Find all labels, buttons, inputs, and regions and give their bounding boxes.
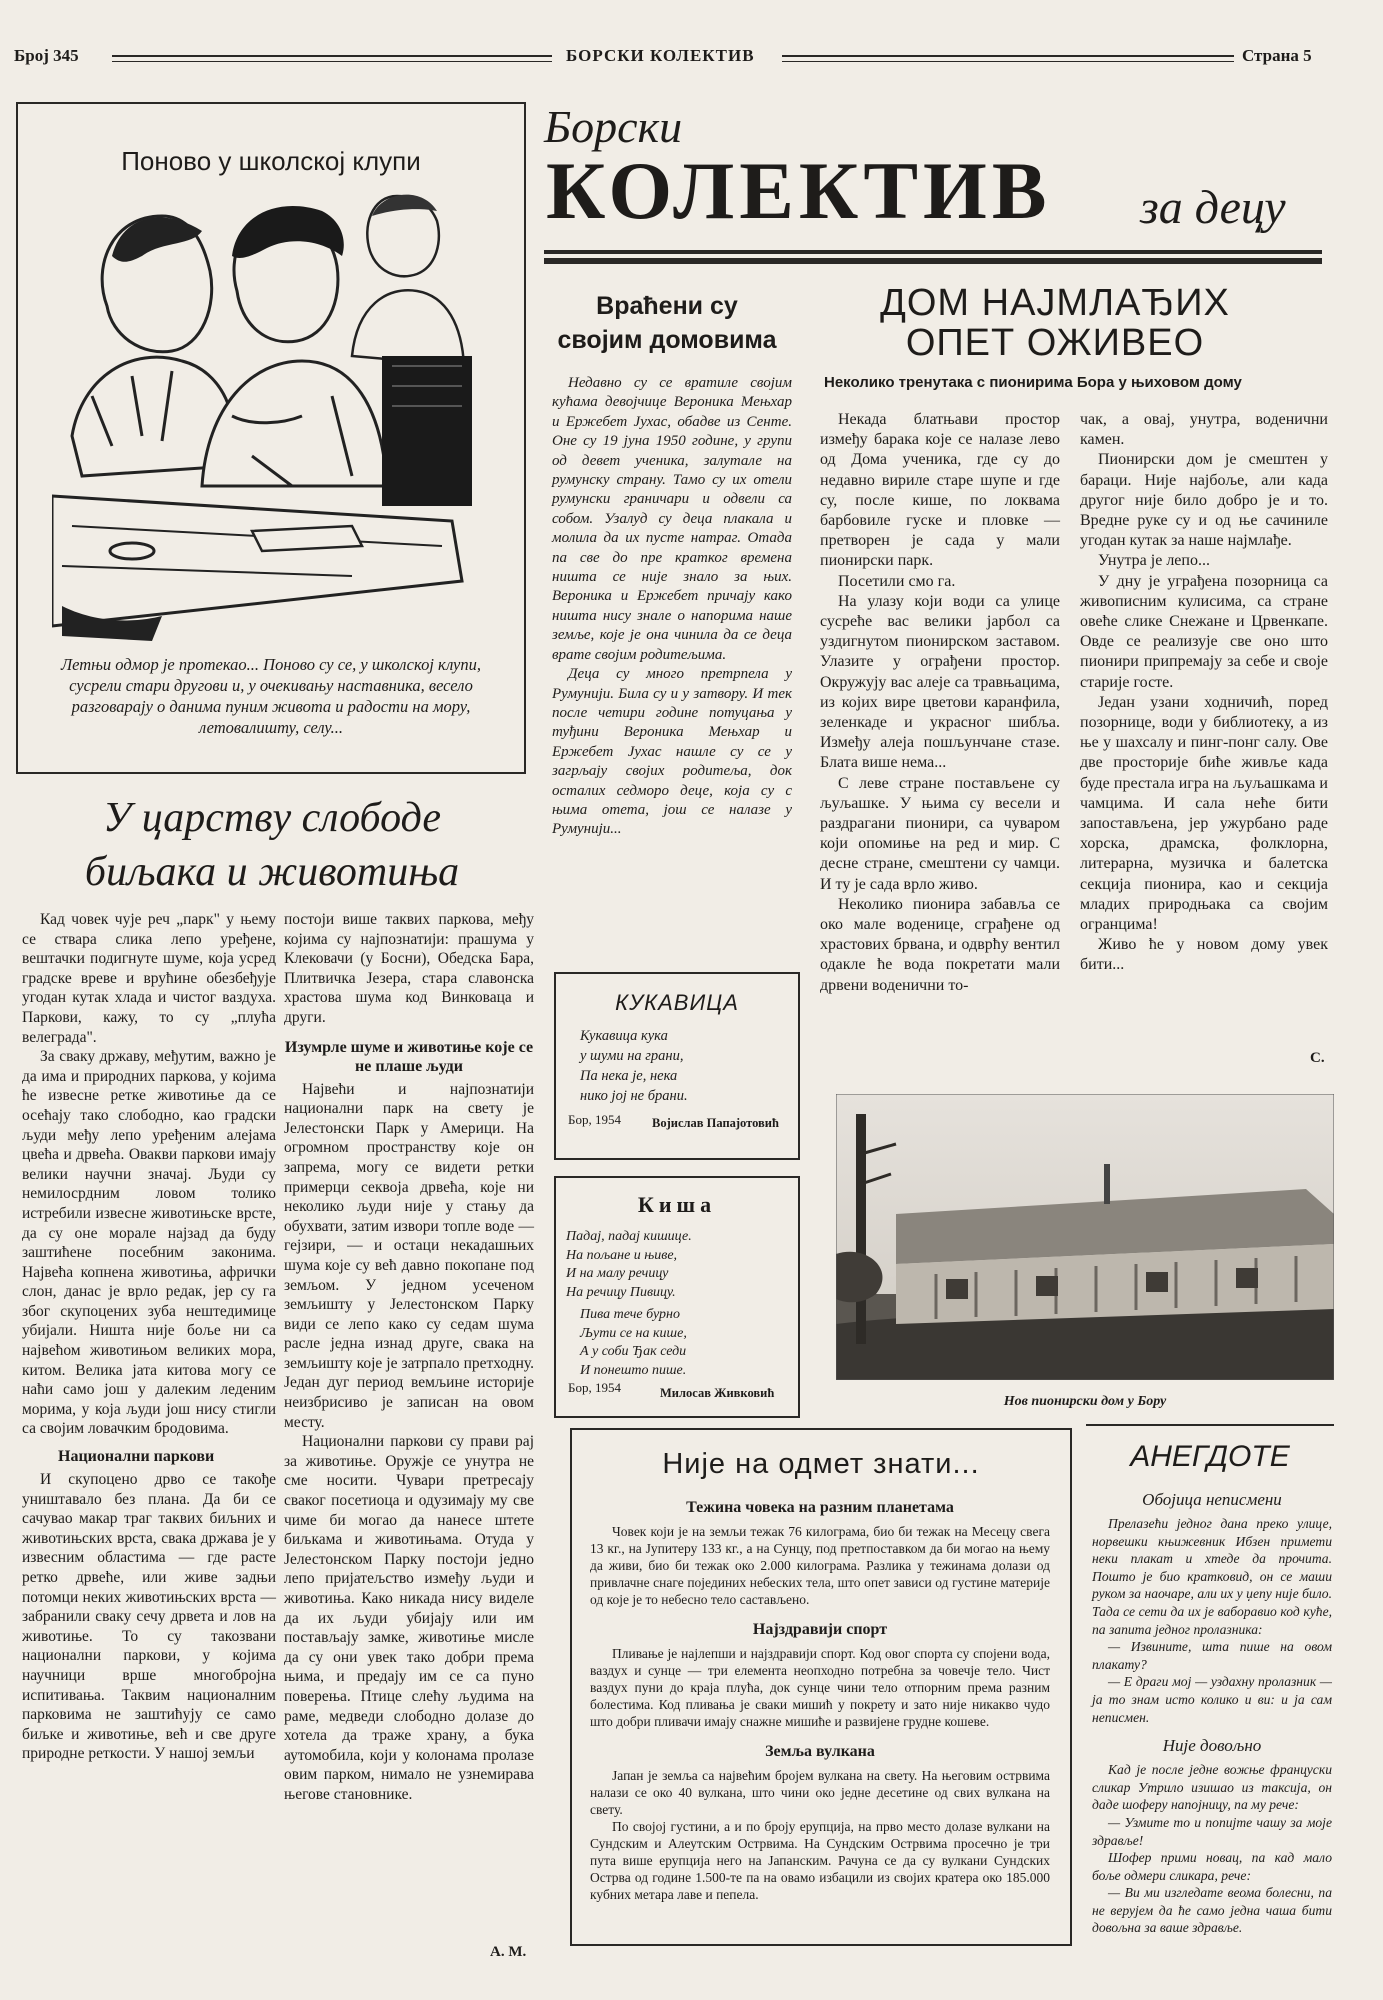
poem-kisa-author: Милосав Живковић [660,1386,775,1400]
dom-title-2: ОПЕТ ОЖИВЕО [905,322,1205,364]
anecdote-paragraph: — Ви ми изгледате веома болесни, па не верујем да ће само једна чаша бити довољна за ваше здравље. [1092,1885,1332,1936]
newspaper-name: БОРСКИ КОЛЕКТИВ [566,46,755,65]
anecdote-paragraph: Шофер прими новац, па кад мало боље одмери сликара, рече: [1092,1850,1332,1883]
knowledge-paragraph: Човек који је на земљи тежак 76 килограма, био би тежак на Месецу свега 13 кг., на Јупитеру 133 кг., а на Сунцу, под претпоставком да би могао на њему да живи, био би тежак око 2.000 килограма. Разлика у тежинама долази од привлачне снаге појединих небеских тела, што опет зависи од густине материје од које је то небесно тело састављено. [590,1524,1050,1607]
freedom-paragraph: Кад човек чује реч „парк" у њему се ствара слика лепо уређене, вештачки подигнуте шуме, која усред градске вреве и врућине обезбеђује угодан кутак хлада и чистог ваздуха. Паркови, кажу, то су „плућа велеграда". [22,911,276,1046]
poem-line: Пива тече бурно [580,1307,680,1322]
knowledge-heading: Земља вулкана [765,1743,875,1760]
knowledge-paragraph: Јапан је земља са највећим бројем вулкана на свету. На његовим острвима налази се око 40 вулкана, што чини око једне десетине од свих вулкана на свету. [590,1768,1050,1817]
dom-paragraph: Живо ће у новом дому увек бити... [1080,936,1328,974]
anecdote-paragraph: — Узмите то и попијте чашу за моје здравље! [1092,1814,1332,1848]
anecdotes-content [1092,1490,1332,1937]
knowledge-heading: Тежина човека на разним планетама [686,1499,954,1516]
dom-paragraph: У дну је уграђена позорница са живописним кулисима, са стране овеће слике Снежане и Црвенкапе. Овде се реализује све оно што пионири припремају за себе и своје старије госте. [1080,572,1328,691]
issue-number: Број 345 [14,46,79,65]
schoolboys-illustration [52,186,522,646]
header-rule-left-2 [112,61,552,62]
knowledge-heading: Најздравији спорт [752,1621,888,1638]
dom-subtitle: Неколико тренутака с пионирима Бора у њиховом дому [824,374,1242,391]
returned-title-2: својим домовима [557,326,777,354]
anecdote-heading: Обојица неписмени [1142,1490,1282,1509]
dom-paragraph: Унутра је лепо... [1098,552,1210,570]
poem-line: На речицу Пивицу. [566,1284,676,1300]
poem-line: нико јој не брани. [580,1088,688,1104]
poem-line: На пољане и њиве, [566,1247,678,1263]
dom-paragraph: чак, а овај, унутра, воденични камен. [1080,411,1328,449]
poem-line: А у соби Ђак седи [580,1344,687,1359]
masthead-kolektiv: КОЛЕКТИВ [546,145,1052,236]
dom-column-1 [820,410,1060,996]
poem-line: Па нека је, нека [580,1068,678,1084]
freedom-subhead-parks: Национални паркови [58,1448,215,1466]
poem-kukavica-place: Бор, 1954 [568,1112,621,1127]
masthead-za-decu: за децу [1140,181,1286,234]
poem-kisa-stanza-1 [566,1228,692,1302]
school-title: Поново у школској клупи [121,146,421,176]
poem-kukavica-author: Војислав Папајотовић [652,1116,779,1130]
dom-paragraph: На улазу који води са улице сусреће вас велики јарбол са уздигнутом пионирском заставом. Улазите у ограђени простор. Окружују вас алеје са травњацима, из којих вире цветови каранфила, зеленкаде и украсног шибља. Између алеја пошљунчане стазе. Блата више нема... [820,592,1060,772]
freedom-signature: А. М. [490,1944,527,1960]
anecdote-paragraph: Кад је после једне вожње француски сликар Утрило изишао из таксија, он даде шоферу напојницу, па му рече: [1092,1762,1332,1813]
masthead-rule-2 [544,258,1322,264]
knowledge-content [590,1496,1050,1903]
anecdote-paragraph: — Извините, шта пише на овом плакату? [1092,1639,1332,1672]
freedom-column-2 [284,910,534,1805]
poem-line: Падај, падај кишице. [566,1229,692,1244]
poem-line: Кукавица кука [580,1028,668,1044]
anecdotes-rule [1086,1424,1334,1426]
freedom-title-1: У царству слободе [103,795,441,841]
header-rule-left [112,55,552,57]
freedom-paragraph: Национални паркови су прави рај за животиње. Оружје се унутра не сме носити. Чувари претресају сваког посетиоца и одузимају му све чиме би могао да нанесе штете биљкама и животињама. Отуда у Јелестонском Парку постоји једно лепо пријатељство између људи и животиња. Како никада нису виделе да их људи убијају или им постављају замке, животиње мисле да су они увек тако добри према њима, и предају им се са пуно поверења. Птице слећу људима на раме, медведи слободно долазе до хотела да траже храну, а бука аутомобила, који у колонама пролазе овим парком, нимало не узнемирава његове становнике. [284,1433,534,1803]
poem-kisa-stanza-2 [580,1306,687,1380]
poem-line: И понешто пише. [580,1362,687,1378]
returned-body [552,374,792,840]
anecdote-paragraph: Прелазећи једног дана преко улице, норвешки књижевник Ибзен примети неки плакат и хтеде да прочита. Пошто је био кратковид, он се маши руком за наочаре, али их у џепу није било. Тада се сети да их је ваборавио код куће, па запита једног пролазника: [1092,1516,1332,1637]
header-rule-right [782,55,1234,57]
dom-paragraph: Пионирски дом је смештен у бараци. Није најбоље, али када другог није било добро је и то. Вредне руке су и од ње сачиниле угодан кутак за наше најмлађе. [1080,451,1328,550]
freedom-paragraph: постоји више таквих паркова, међу којима су најпознатији: прашума у Клековачи (у Босни), Обедска Бара, Плитвичка Језера, стара славонска храстова шума код Винковаца и други. [284,911,534,1026]
masthead-borski: Борски [544,101,683,152]
freedom-paragraph: За сваку државу, међутим, важно је да има и природних паркова, у којима ће извесне ретке животиње да се осећају тако слободно, као градски људи међу лепо уређеним алејама цвећа и дрвећа. Овакви паркови имају велики научни значај. Људи су немилосрдним ловом толико истребили извесне животињске врсте, да су оне морале најзад да буду заштићене посебним законима. Највећа копнена животиња, афрички слон, данас је врло редак, јер су га због скупоцених зуба нештедимице убијали. Ништа није боље ни са највећом животињом великих мора, китом. Велика јата китова могу се наћи само још у далеким леденим морима, у која људи још нису стигли са својим ловачким бродовима. [22,1048,276,1438]
poem-kukavica-lines [580,1026,688,1106]
freedom-column-1 [22,910,276,1764]
returned-paragraph: Деца су много претрпела у Румунији. Била су и у затвору. И тек после четири године потуцања у туђини Вероника Мењхар и Ержебет Јухас нашле су се у загрљају својих родитеља, док осталих седморо деце, која су с њима отета, још се налазе у Румунији... [552,666,792,838]
poem-line: Љути се на кише, [580,1325,687,1341]
dom-paragraph: Један узани ходничић, поред позорнице, води у библиотеку, а из ње у шахсалу и пинг-понг салу. Ове две просторије биће живље када буде престала игра на љуљашкама и чамцима. И сала неће бити запостављена, јер ужурбано раде хорска, драмска, фолклорна, литерарна, музичка и балетска секција пионира, као и секција младих природњака са својим огранцима! [1080,693,1328,934]
school-caption: Летњи одмор је протекао... Поново су се, у школској клупи, сусрели стари другови и, у очекивању наставника, весело разговарају о данима пуним живота и радости на мору, летовалишту, селу... [60,655,482,737]
knowledge-paragraph: По својој густини, а и по броју ерупција, на прво место долазе вулкани на Сундским и Алеутским Острвима. На Сундским Острвима просечно је три пута више ерупција него на Јапанским. Рачуна се да су вулкани Сундских Острва од године 1.500-те па на овамо избацили из својих кратера око 185.000 кубних метара лаве и пепела. [590,1819,1050,1902]
anecdote-paragraph: — Е драги мој — уздахну пролазник — ја то знам исто колико и ви: и ја сам неписмен. [1092,1674,1332,1725]
dom-title-1: ДОМ НАЈМЛАЂИХ [880,282,1230,324]
poem-kisa-place: Бор, 1954 [568,1380,621,1395]
dom-paragraph: Неколико пионира забавља се око мале воденице, сграђене од храстових брвана, и одврћу вентил одакле ће вода покретати мали дрвени воденични то- [820,895,1060,994]
poem-kukavica-title: КУКАВИЦА [615,990,739,1015]
freedom-subhead-forests: Изумрле шуме и животиње које се не плаше људи [284,1038,534,1075]
pioneer-home-photo [836,1094,1334,1380]
freedom-paragraph: Највећи и најпознатији национални парк на свету је Јелестонски Парк у Америци. На огромном пространству које он запрема, могу се видети ретки примерци секвоја дрвећа, које ни неколико људи није у стању да обухвати, затим извори топле воде — гејзири, — и остаци некадашњих шума које су већ давно покопане под земљом. У једном усеченом земљишту у Јелестонском Парку види се лепо како су седам шума расле једна изнад друге, свака на земљишту које је затрпало претходну. Један дуг период вемљине историје неизбрисиво је записан на овом месту. [284,1080,534,1431]
masthead-rule [544,250,1322,254]
knowledge-paragraph: Пливање је најлепши и најздравији спорт. Код овог спорта су спојени вода, ваздух и сунце — три елемента неопходно потребна за човечје тело. Чист ваздух пуни до краја плућа, док сунце чини тело отпорним према разним болестима. Код пливања је сваки мишић у покрету и зато није никакво чудо што добри пливачи имају снажне мишиће и развијене грудне кошеве. [590,1646,1050,1729]
freedom-title-2: биљака и животиња [84,849,460,895]
dom-paragraph: Посетили смо га. [838,572,956,590]
returned-paragraph: Недавно су се вратиле својим кућама девојчице Вероника Мењхар и Ержебет Јухас, обадве из Сенте. Оне су 19 јуна 1950 године, у групи од девет ученика, залутале на румунску страну. Тамо су их отели румунски граничари и одвели са собом. Узалуд су деца плакала и молила да их пусте натраг. Отада па све до пре кратког времена ништа се није знало за њих. Вероника и Ержебет причају како ништа нису знале о напорима наше земље, које је она чинила да се деца врате својим родитељима. [552,375,792,663]
knowledge-title: Није на одмет знати... [662,1448,980,1480]
poem-line: у шуми на грани, [580,1048,684,1064]
freedom-paragraph: И скупоцено дрво се такође уништавало без плана. Да би се сачувао макар траг таквих биљних и животињских врста, свака држава је у извесним областима — где расте ретко дрвеће, или живе задњи потомци неких животињских врста — забранили сваку сечу дрвета и лов на животиње. То су такозвани национални паркови, у којима научници врше многобројна испитивања. Таквим националним парковима не заштићују се само биљке и животиње, већ и све друге природне реткости. У нашој земљи [22,1471,276,1763]
returned-title-1: Враћени су [596,292,738,320]
header-rule-right-2 [782,61,1234,62]
dom-signature: С. [1310,1050,1325,1066]
poem-kisa-title: Киша [637,1192,717,1217]
page-number: Страна 5 [1242,46,1312,65]
dom-paragraph: Некада блатњави простор између барака које се налазе лево од Дома ученика, где су до недавно вириле старе шупе и где су, после кише, по локвама барбовиле гуске и пловке — претворен је сада у мали пионирски парк. [820,411,1060,570]
dom-column-2 [1080,410,1328,976]
dom-paragraph: С леве стране постављене су љуљашке. У њима су весели и раздрагани пионири, са чуваром који опомиње на ред и мир. С десне стране, смештени су чамци. И ту је сада врло живо. [820,774,1060,893]
photo-caption: Нов пионирски дом у Бору [1003,1394,1167,1409]
poem-line: И на малу речицу [566,1266,669,1281]
anecdote-heading: Није довољно [1162,1736,1262,1756]
anecdotes-title: АНЕГДОТЕ [1130,1440,1290,1473]
